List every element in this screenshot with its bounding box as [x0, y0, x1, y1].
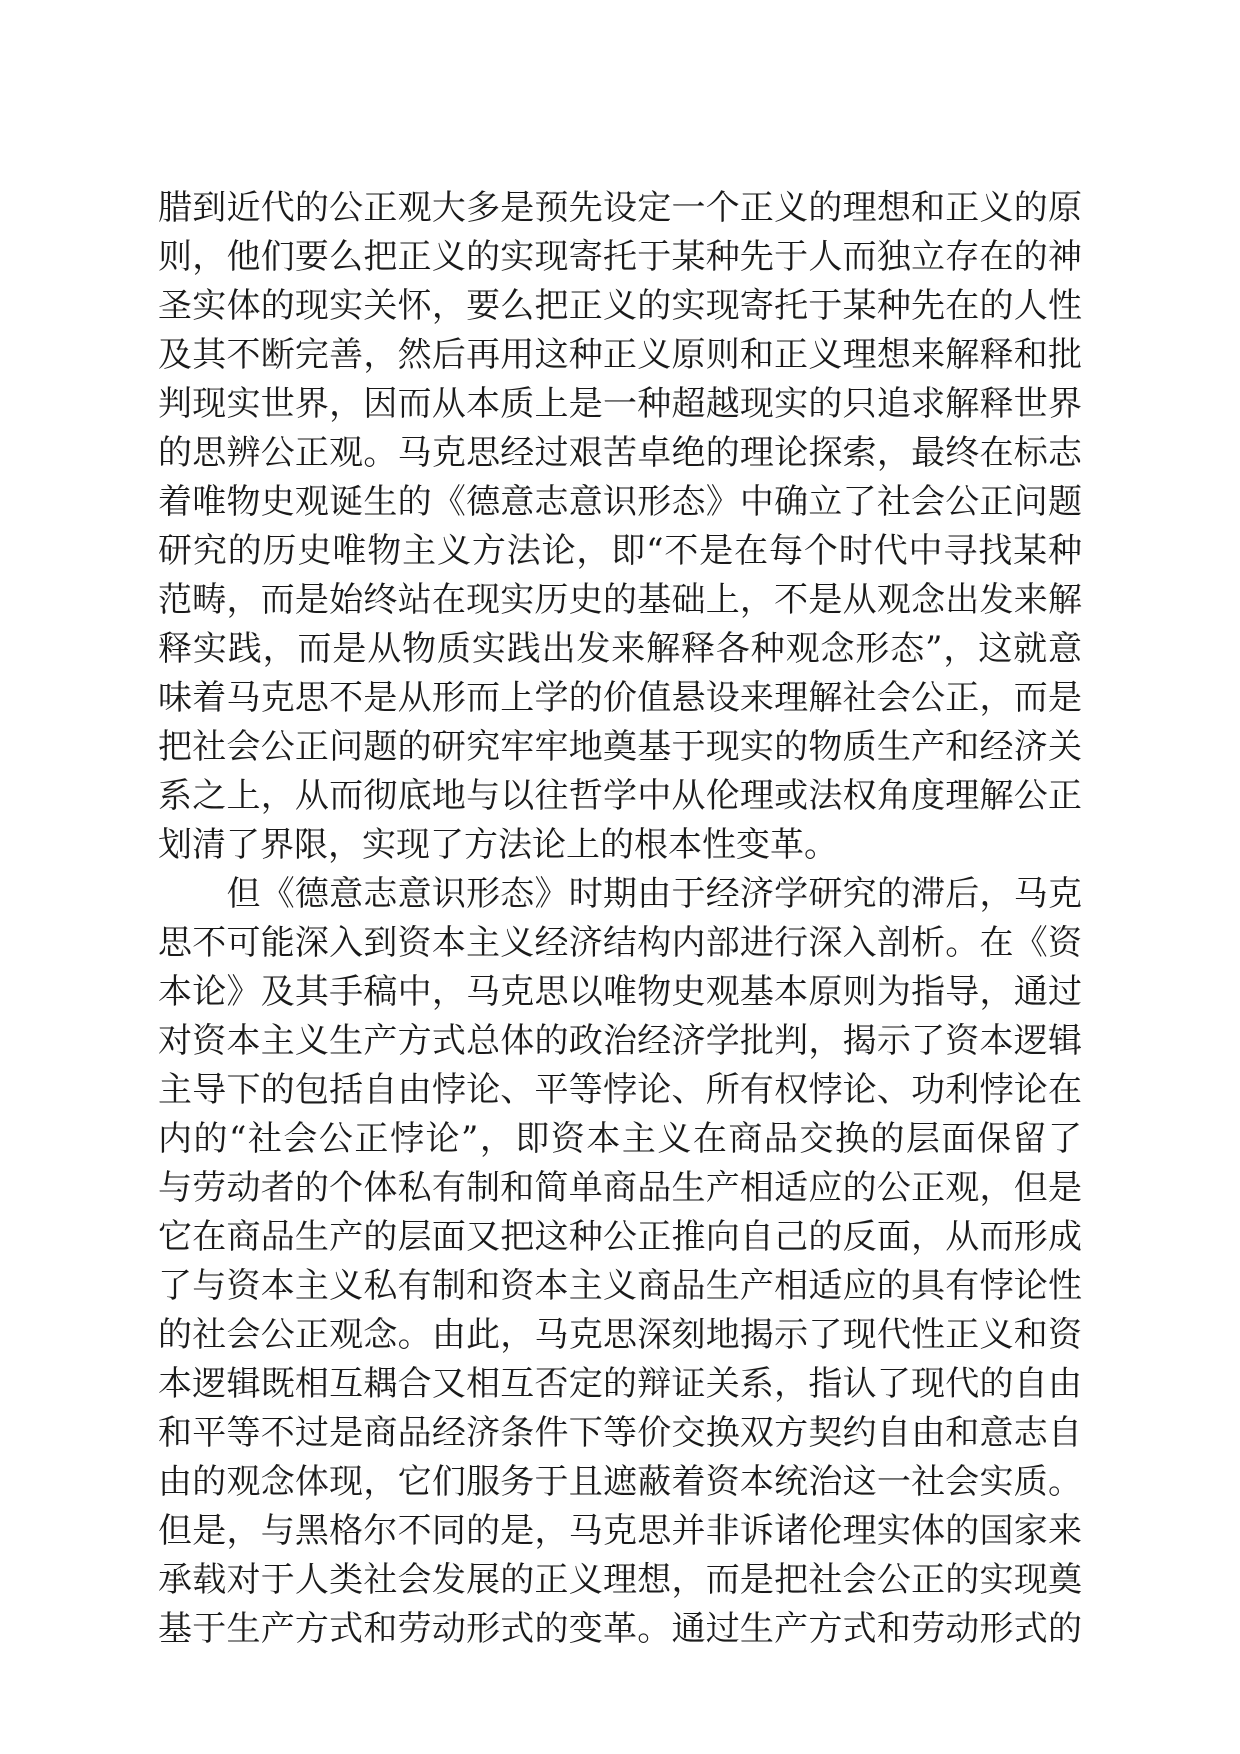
text-line: 由的观念体现，它们服务于且遮蔽着资本统治这一社会实质。 [158, 1462, 1082, 1502]
text-line: 内的“社会公正悖论”，即资本主义在商品交换的层面保留了 [158, 1119, 1082, 1159]
text-line: 系之上，从而彻底地与以往哲学中从伦理或法权角度理解公正 [158, 776, 1082, 816]
text-line: 划清了界限，实现了方法论上的根本性变革。 [158, 825, 838, 865]
text-line: 思不可能深入到资本主义经济结构内部进行深入剖析。在《资 [158, 923, 1082, 963]
text-line: 把社会公正问题的研究牢牢地奠基于现实的物质生产和经济关 [158, 727, 1082, 767]
text-line: 腊到近代的公正观大多是预先设定一个正义的理想和正义的原 [158, 188, 1082, 228]
text-line: 了与资本主义私有制和资本主义商品生产相适应的具有悖论性 [158, 1266, 1082, 1306]
text-line: 本论》及其手稿中，马克思以唯物史观基本原则为指导，通过 [158, 972, 1082, 1012]
text-line: 承载对于人类社会发展的正义理想，而是把社会公正的实现奠 [158, 1560, 1082, 1600]
text-line: 则，他们要么把正义的实现寄托于某种先于人而独立存在的神 [158, 237, 1082, 277]
paragraph [158, 870, 1082, 1654]
text-line: 及其不断完善，然后再用这种正义原则和正义理想来解释和批 [158, 335, 1082, 375]
text-line: 本逻辑既相互耦合又相互否定的辩证关系，指认了现代的自由 [158, 1364, 1082, 1404]
body-text [158, 184, 1082, 1654]
text-line: 研究的历史唯物主义方法论，即“不是在每个时代中寻找某种 [158, 531, 1082, 571]
text-line: 主导下的包括自由悖论、平等悖论、所有权悖论、功利悖论在 [158, 1070, 1082, 1110]
text-line: 着唯物史观诞生的《德意志意识形态》中确立了社会公正问题 [158, 482, 1082, 522]
text-line: 但是，与黑格尔不同的是，马克思并非诉诸伦理实体的国家来 [158, 1511, 1082, 1551]
text-line: 味着马克思不是从形而上学的价值悬设来理解社会公正，而是 [158, 678, 1082, 718]
text-line: 的社会公正观念。由此，马克思深刻地揭示了现代性正义和资 [158, 1315, 1082, 1355]
paragraph [158, 184, 1082, 870]
text-line: 但《德意志意识形态》时期由于经济学研究的滞后，马克 [158, 874, 1082, 914]
text-line: 与劳动者的个体私有制和简单商品生产相适应的公正观，但是 [158, 1168, 1082, 1208]
text-line: 对资本主义生产方式总体的政治经济学批判，揭示了资本逻辑 [158, 1021, 1082, 1061]
text-line: 判现实世界，因而从本质上是一种超越现实的只追求解释世界 [158, 384, 1082, 424]
text-line: 它在商品生产的层面又把这种公正推向自己的反面，从而形成 [158, 1217, 1082, 1257]
text-line: 释实践，而是从物质实践出发来解释各种观念形态”，这就意 [158, 629, 1082, 669]
text-line: 范畴，而是始终站在现实历史的基础上，不是从观念出发来解 [158, 580, 1082, 620]
text-line: 的思辨公正观。马克思经过艰苦卓绝的理论探索，最终在标志 [158, 433, 1082, 473]
text-line: 基于生产方式和劳动形式的变革。通过生产方式和劳动形式的 [158, 1609, 1082, 1649]
text-line: 和平等不过是商品经济条件下等价交换双方契约自由和意志自 [158, 1413, 1082, 1453]
text-line: 圣实体的现实关怀，要么把正义的实现寄托于某种先在的人性 [158, 286, 1082, 326]
